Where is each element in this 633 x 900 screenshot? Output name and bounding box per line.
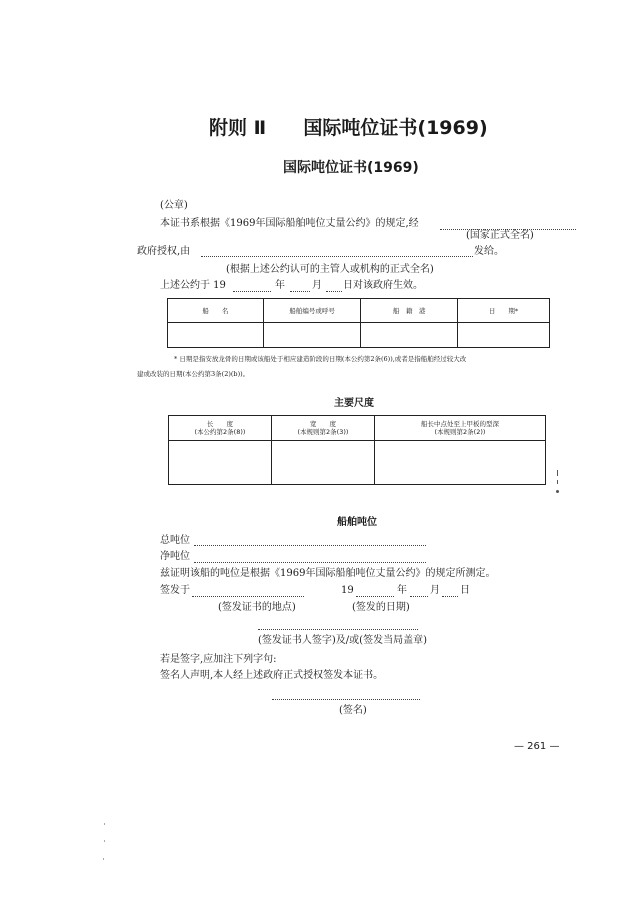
issue-month-line [410, 596, 428, 597]
force-month-label: 月 [312, 280, 322, 291]
annex-label: 附则 Ⅱ [209, 117, 267, 139]
scan-speck [104, 840, 105, 842]
margin-mark [556, 490, 559, 493]
issuer-name-line [201, 256, 473, 257]
issue-year-line [356, 596, 394, 597]
government-authorized-label: 政府授权,由 [137, 246, 191, 257]
issue-place-line [192, 596, 304, 597]
depth-label: 船长中点处至上甲板的型深 [420, 420, 499, 428]
issue-year-label: 年 [397, 585, 407, 596]
ship-number-header: 船舶编号或呼号 [263, 299, 361, 323]
issue-day-label: 日 [460, 585, 470, 596]
signatory-line [272, 699, 420, 700]
signature-note: (签发证书人签字)及/或(签发当局盖章) [258, 635, 427, 646]
date-header: 日 期* [458, 299, 550, 323]
force-day-line [326, 291, 342, 292]
length-header [169, 416, 272, 441]
force-month-line [290, 291, 310, 292]
port-of-registry-cell [361, 323, 458, 348]
issued-at-label: 签发于 [160, 585, 190, 596]
length-cell [169, 441, 272, 485]
authority-statement: 本证书系根据《1969年国际船舶吨位丈量公约》的规定,经 [160, 218, 419, 229]
length-label: 长 度 [206, 420, 233, 428]
tonnage-title: 船舶吨位 [337, 517, 377, 528]
signatory-note: (签名) [339, 705, 367, 716]
footnote-line-1: * 日期是指安放龙骨的日期或该船处于相应建造阶段的日期(本公约第2条(6)),或者是指船舶经过较大改 [174, 355, 467, 363]
issue-date-note: (签发的日期) [352, 602, 410, 613]
breadth-cell [271, 441, 374, 485]
gross-tonnage-label: 总吨位 [160, 535, 190, 546]
ship-name-header: 船 名 [168, 299, 264, 323]
issue-month-label: 月 [430, 585, 440, 596]
margin-mark [557, 480, 558, 484]
issued-label: 发给。 [474, 246, 504, 257]
force-year-label: 年 [275, 280, 285, 291]
certificate-title: 国际吨位证书(1969) [283, 160, 419, 176]
force-year-line [233, 291, 271, 292]
page-number: — 261 — [514, 741, 560, 752]
breadth-label: 宽 度 [309, 420, 336, 428]
signatory-declaration: 签名人声明,本人经上述政府正式授权签发本证书。 [160, 670, 384, 681]
issue-day-line [442, 596, 458, 597]
entry-into-force-label: 上述公约于 19 [160, 280, 226, 291]
if-signed-label: 若是签字,应加注下列字句: [160, 654, 277, 665]
dimensions-title: 主要尺度 [334, 398, 374, 409]
certification-statement: 兹证明该船的吨位是根据《1969年国际船舶吨位丈量公约》的规定所测定。 [160, 568, 496, 579]
scan-speck [103, 858, 104, 860]
port-of-registry-header: 船 籍 港 [361, 299, 458, 323]
issue-place-note: (签发证书的地点) [218, 602, 296, 613]
dimensions-table [168, 415, 546, 485]
depth-reference: (本规则第2条(2)) [434, 428, 486, 436]
country-name-note: (国家正式全名) [466, 230, 534, 241]
ship-name-cell [168, 323, 264, 348]
force-day-label: 日对该政府生效。 [343, 280, 423, 291]
depth-cell [374, 441, 545, 485]
issuer-name-note: (根据上述公约认可的主管人或机构的正式全名) [226, 264, 434, 275]
scan-speck [104, 823, 105, 825]
ship-particulars-table [167, 298, 550, 348]
official-seal-label: (公章) [160, 200, 188, 211]
margin-mark [557, 470, 558, 476]
ship-number-cell [263, 323, 361, 348]
net-tonnage-line [194, 562, 426, 563]
issue-century: 19 [341, 585, 354, 596]
net-tonnage-label: 净吨位 [160, 551, 190, 562]
breadth-reference: (本规则第2条(3)) [297, 428, 349, 436]
footnote-line-2: 建或改装的日期(本公约第3条(2)(b))。 [137, 370, 250, 378]
length-reference: (本公约第2条(8)) [194, 428, 246, 436]
depth-header [374, 416, 545, 441]
gross-tonnage-line [194, 545, 426, 546]
signature-line [258, 629, 418, 630]
breadth-header [271, 416, 374, 441]
page-main-title: 国际吨位证书(1969) [303, 117, 488, 139]
date-cell [458, 323, 550, 348]
